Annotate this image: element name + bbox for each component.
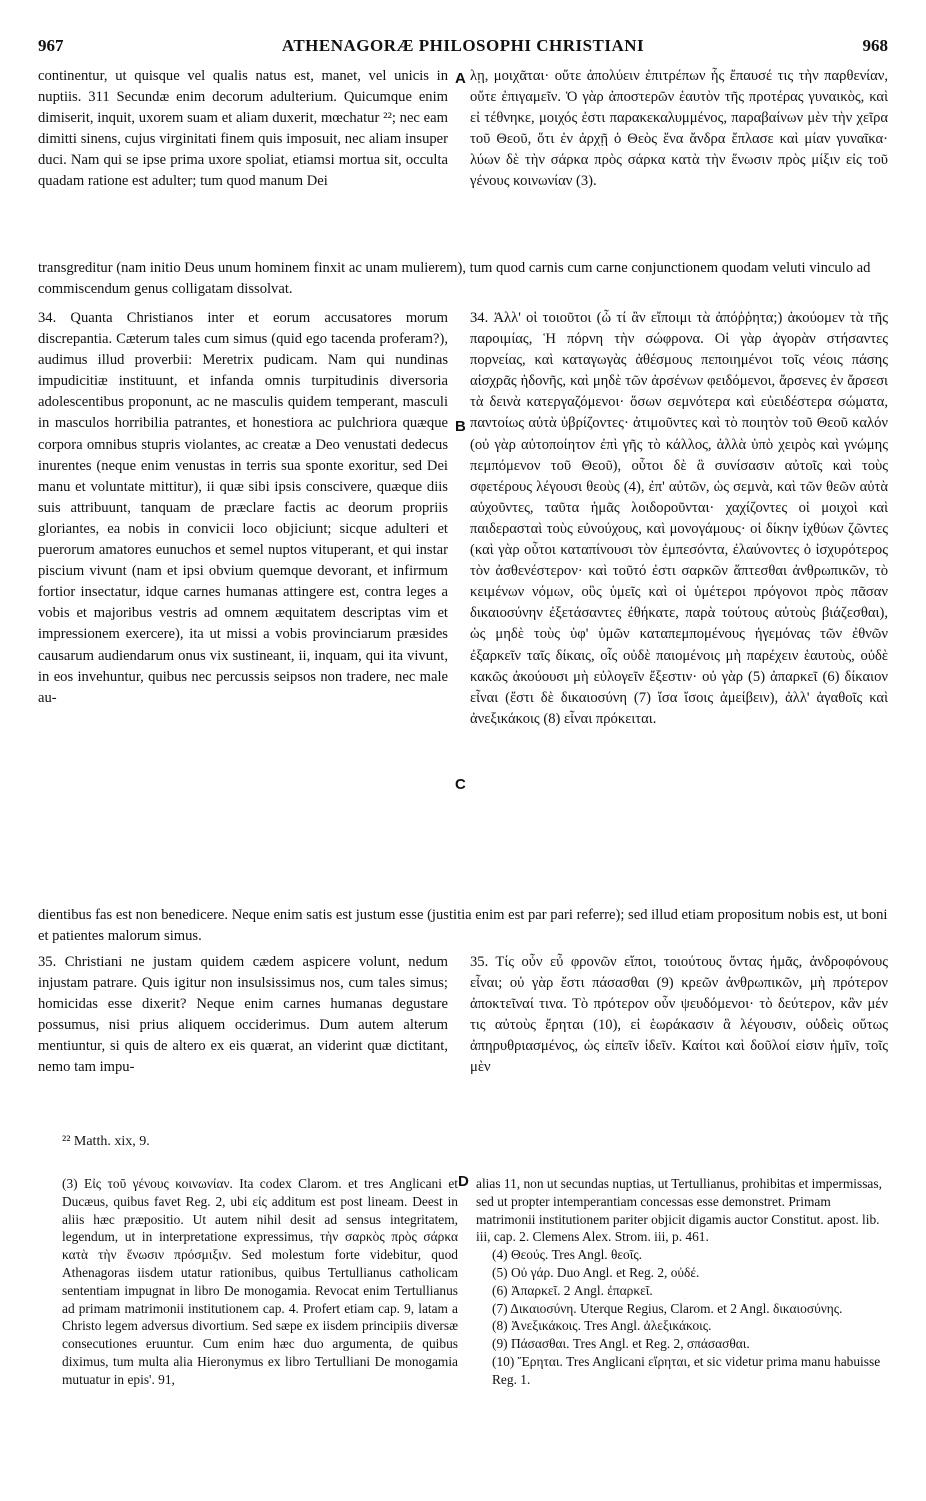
section-35-greek (470, 952, 888, 1079)
note-5: (5) Οὐ γάρ. Duo Angl. et Reg. 2, οὐδέ. (492, 1264, 700, 1280)
note-3: (3) Εἰς τοῦ γένους κοινωνίαν. Ita codex Clarom. et tres Anglicani et Ducæus, quibus favet Reg. 2, ubi εἰς additum est post lineam. Deest in aliis hæc præpositio. Ut autem nihil desit ad sensus integritatem, legendum, ut in interpretatione expressimus, τὴν σαρκὸς πρὸς σάρκα κατὰ τὴν ἕνωσιν πρόσμιξιν. Sed molestum forte videbitur, quod Athenagoras iisdem utatur rationibus, quibus Tertullianus catholicam sententiam impugnat in libro De monogamia. Revocat enim Tertullianus ad primam matrimonii institutionem cap. 4. Profert etiam cap. 9, latam a Christo legem adversus divortium. Sed sæpe ex iisdem principiis diversæ consecutiones eruuntur. Cum enim hæc duo argumenta, de quibus diximus, tum multa alia Hieronymus ex libro Tertulliani De monogamia mutuatur in epis'. 91, (62, 1176, 458, 1387)
section-34-greek (470, 308, 888, 730)
greek-paragraph: λῃ, μοιχᾶται· οὔτε ἀπολύειν ἐπιτρέπων ἧς ἔπαυσέ τις τὴν παρθενίαν, οὔτε ἐπιγαμεῖν. Ὁ γὰρ ἀποστερῶν ἑαυτὸν τῆς προτέρας γυναικὸς, καὶ εἰ τέθνηκε, μοιχός ἐστι παρακεκαλυμμένος, παραβαίνων μὲν τὴν χεῖρα τοῦ Θεοῦ, ὅτι ἐν ἀρχῇ ὁ Θεὸς ἕνα ἄνδρα ἔπλασε καὶ μίαν γυναῖκα· λύων δὲ τὴν σάρκα πρὸς σάρκα κατὰ τὴν ἕνωσιν πρὸς μίξιν εἰς τοῦ γένους κοινωνίαν (3). (470, 68, 888, 190)
note-9: (9) Πάσασθαι. Tres Angl. et Reg. 2, σπάσασθαι. (492, 1336, 750, 1352)
full-width-paragraph: dientibus fas est non benedicere. Neque enim satis est justum esse (justitia enim est par pari referre); sed illud etiam propositum nobis est, ut boni et patientes malorum simus. (38, 907, 888, 945)
page-number-right: 968 (862, 36, 888, 55)
section-35-latin (38, 952, 448, 1079)
greek-paragraph: 35. Τίς οὖν εὖ φρονῶν εἴποι, τοιούτους ὄντας ἡμᾶς, ἀνδροφόνους εἶναι; οὐ γὰρ ἔστι πάσασθαι (9) κρεῶν ἀνθρωπικῶν, μὴ πρότερον ἀποκτεῖναί τινα. Τὸ πρότερον οὖν ψευδόμενοι· τὸ δεύτερον, κἂν μέν τις αὐτοὺς ἔρηται (10), εἰ ἑωράκασιν ἃ λέγουσιν, οὐδεὶς οὕτως ἀπηρυθριασμένος, ὡς εἰπεῖν ἰδεῖν. Καίτοι καὶ δοῦλοί εἰσιν ἡμῖν, τοῖς μὲν (470, 954, 888, 1076)
editor-notes-right (476, 1175, 890, 1389)
latin-paragraph: 34. Quanta Christianos inter et eorum accusatores morum discrepantia. Cæterum tales cum simus (quid ego tacenda proferam?), audimus illud proverbii: Meretrix pudicam. Nam qui nundinas impudicitiæ instituunt, et infanda omnis turpitudinis diversoria adolescentibus proponunt, ac ne masculis quidem temperant, masculi in masculos horribilia patrantes, et honestiora ac pulchriora quæque corpora omnibus stupris violantes, ac creatæ a Deo venustati dedecus inurentes (neque enim venustas in terris sua sponte exoritur, sed Dei manu et voluntate mittitur), ii quæ sibi ipsis conscivere, quæque diis suis attribuunt, tanquam de præclare factis ac deorum propriis gloriantes, ea nobis in convicii loco objiciunt; sicque adulteri et puerorum amatores eunuchos et semel nuptos vituperant, et qui instar piscium vivunt (nam et ipsi obvium quemque devorant, et infirmum fortior insectatur, idque carnes humanas attingere est, contra leges a vobis et majoribus vestris ad omnem æquitatem descriptas vim et impressionem exercere), ita ut missi a vobis provinciarum præsides causarum audiendarum onus vix sustineant, ii, inquam, qui ita vivunt, in eos invehuntur, quibus nec percussis seipsos non tradere, nec male au- (38, 310, 448, 706)
page-title: ATHENAGORÆ PHILOSOPHI CHRISTIANI (281, 36, 645, 55)
latin-paragraph: 35. Christiani ne justam quidem cædem aspicere volunt, nedum injustam patrare. Quis igitur non insulsissimus nos, cum tales simus; homicidas esse dixerit? Neque enim carnes humanas degustare possumus, nisi prius aliquem occiderimus. Dum autem alterum mentiuntur, si quis de altero ex eis quærat, an viderint quæ dictitant, nemo tam impu- (38, 954, 448, 1076)
editor-notes-left (62, 1175, 458, 1389)
running-head (0, 0, 926, 64)
margin-mark-d: D (458, 1173, 469, 1190)
section-34-latin (38, 308, 448, 709)
greek-paragraph: 34. Ἀλλ' οἱ τοιοῦτοι (ὦ τί ἂν εἴποιμι τὰ ἀπόῤῥητα;) ἀκούομεν τὰ τῆς παροιμίας, Ἡ πόρνη τὴν σώφρονα. Οἱ γὰρ ἀγορὰν στήσαντες πορνείας, καὶ καταγωγὰς ἀθέσμους πεποιημένοι τοῖς νέοις πάσης αἰσχρᾶς ἡδονῆς, καὶ μηδὲ τῶν ἀρσένων φειδόμενοι, ἄρσενες ἐν ἄρσεσι τὰ δεινὰ κατεργαζόμενοι· ὅσων σεμνότερα καὶ εὐειδέστερα σώματα, παντοίως αὐτὰ ὑβρίζοντες· ἀτιμοῦντες καὶ τὸ ποιητὸν τοῦ Θεοῦ καλόν (οὐ γὰρ αὐτοποίητον ἐπὶ γῆς τὸ κάλλος, ἀλλὰ ὑπὸ χειρὸς καὶ γνώμης πεμπόμενον τοῦ Θεοῦ), οὗτοι δὲ ἃ συνίσασιν αὐτοῖς καὶ τοὺς σφετέρους λέγουσι θεοὺς (4), ἐπ' αὐτῶν, ὡς σεμνὰ, καὶ τῶν θεῶν αὐτὰ αὐχοῦντες, ταῦτα ἡμᾶς λοιδοροῦνται· χαχίζοντες οἱ μοιχοὶ καὶ παιδερασταὶ τοὺς εὐνούχους, καὶ μονογάμους· οἱ δίκην ἰχθύων ζῶντες (καὶ γὰρ οὗτοι καταπίνουσι τὸν ἐμπεσόντα, ἐλαύνοντες ὁ ἰσχυρότερος τὸν ἀσθενέστερον· καὶ τοῦτό ἐστι σαρκῶν ἅπτεσθαι ἀνθρωπικῶν, τὸ κειμένων νόμων, οὓς ὑμεῖς καὶ οἱ ὑμέτεροι πρόγονοι πρὸς πᾶσαν δικαιοσύνην ἐξετάσαντες ἐθήκατε, παρὰ τούτους αὐτοὺς βιάζεσθαι), ὡς μηδὲ τοὺς ὑφ' ὑμῶν καταπεμπομένους ἡγεμόνας τῶν ἐθνῶν ἐξαρκεῖν ταῖς δίκαις, οἷς οὐδὲ παιομένοις μὴ παρέχειν ἑαυτοὺς, οὐδὲ κακῶς ἀκούουσι μὴ εὐλογεῖν ἔξεστιν· οὐ γὰρ (5) ἀπαρκεῖ (6) δίκαιον εἶναι (ἔστι δὲ δικαιοσύνη (7) ἴσα ἴσοις ἀμείβειν), ἀλλ' ἀγαθοῖς καὶ ἀνεξικάκοις (8) εἶναι πρόκειται. (470, 310, 888, 727)
note-6: (6) Ἀπαρκεῖ. 2 Angl. ἐπαρκεῖ. (492, 1282, 653, 1298)
note-10: (10) Ἔρηται. Tres Anglicani εἴρηται, et sic videtur prima manu habuisse Reg. 1. (492, 1353, 881, 1387)
full-width-paragraph: transgreditur (nam initio Deus unum hominem finxit ac unam mulierem), tum quod carnis cum carne conjunctionem quodam veluti vinculo ad commiscendum genus colligatam dissolvat. (38, 260, 871, 298)
latin-paragraph: continentur, ut quisque vel qualis natus est, manet, vel unicis in nuptiis. 311 Secundæ enim decorum adulterium. Quicumque enim dimiserit, inquit, uxorem suam et aliam duxerit, mœchatur ²²; nec eam dimitti sinens, cujus virginitati finem quis imposuit, nec aliam insuper duci. Nam qui se ipse prima uxore spoliat, etiamsi mortua sit, occulta quadam ratione est adulter; tum quod manum Dei (38, 68, 448, 190)
note-3-continued: alias 11, non ut secundas nuptias, ut Tertullianus, prohibitas et impermissas, sed ut propter intemperantiam concessas esse demonstret. Primam matrimonii institutionem pariter objicit digamis auctor Constitut. apost. lib. iii, cap. 2. Clemens Alex. Strom. iii, p. 461. (476, 1176, 882, 1245)
section-33-greek (470, 66, 888, 193)
note-8: (8) Ἀνεξικάκοις. Tres Angl. ἀλεξικάκοις. (492, 1318, 712, 1334)
page-number-left: 967 (38, 36, 64, 55)
section-34-full-width (38, 905, 888, 947)
note-4: (4) Θεούς. Tres Angl. θεοῖς. (492, 1247, 642, 1263)
note-7: (7) Δικαιοσύνη. Uterque Regius, Clarom. et 2 Angl. δικαιοσύνης. (492, 1300, 843, 1316)
margin-mark-c: C (455, 776, 466, 793)
section-33-latin (38, 66, 448, 193)
scripture-footnote: ²² Matth. xix, 9. (62, 1134, 150, 1149)
margin-mark-b: B (455, 418, 466, 435)
section-33-full-width (38, 258, 888, 300)
margin-mark-a: A (455, 70, 466, 87)
